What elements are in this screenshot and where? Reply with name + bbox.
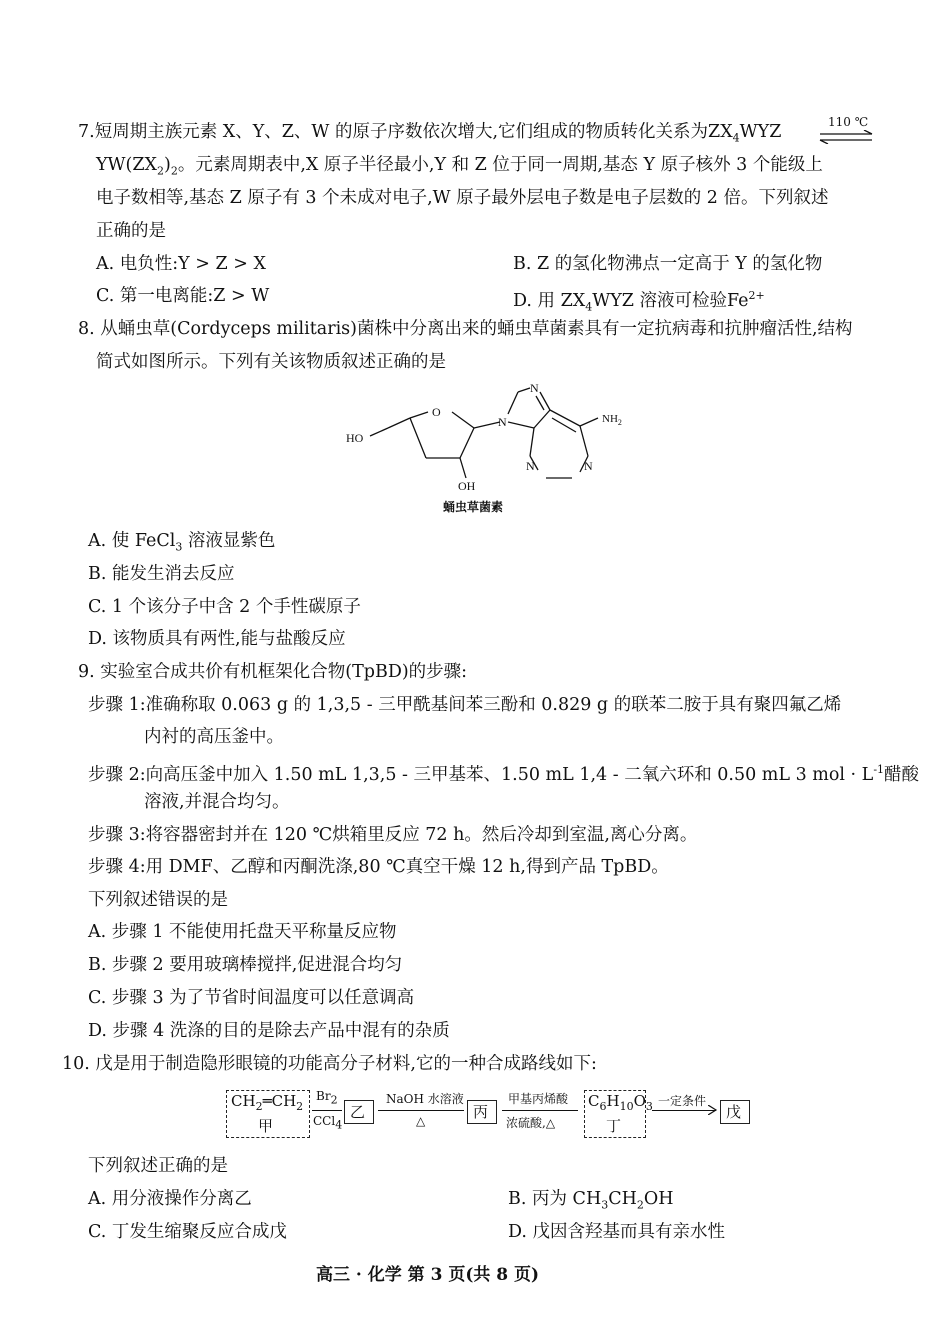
svg-text:N: N: [498, 415, 507, 429]
q7-condition: 110 ℃: [828, 115, 869, 129]
svg-text:OH: OH: [458, 479, 476, 493]
q8-stem-line2: 简式如图所示。下列有关该物质叙述正确的是: [96, 352, 446, 372]
arrow-4: [652, 1110, 716, 1111]
q8-stem-line1: 8. 从蛹虫草(Cordyceps militaris)菌株中分离出来的蛹虫草菌素具有一定抗病毒和抗肿瘤活性,结构: [78, 319, 853, 339]
arrow-3: [502, 1110, 578, 1111]
q10-option-c: C. 丁发生缩聚反应合成戊: [88, 1222, 287, 1242]
compound-jia-formula: $CH_2═CH_2$: [231, 1092, 304, 1113]
reagent-br2: $Br_2$: [316, 1089, 338, 1107]
q9-option-b: B. 步骤 2 要用玻璃棒搅拌,促进混合均匀: [88, 955, 403, 975]
svg-text:N: N: [530, 381, 539, 395]
q7-stem-line1: 7.短周期主族元素 X、Y、Z、W 的原子序数依次增大,它们组成的物质转化关系为$ZX_4WYZ$: [78, 122, 782, 145]
q9-option-a: A. 步骤 1 不能使用托盘天平称量反应物: [88, 922, 397, 942]
structure-caption: 蛹虫草菌素: [443, 500, 504, 514]
q9-option-d: D. 步骤 4 洗涤的目的是除去产品中混有的杂质: [88, 1021, 450, 1041]
q8-option-b: B. 能发生消去反应: [88, 564, 235, 584]
q10-option-b: B. 丙为 $CH_3CH_2OH$: [508, 1189, 674, 1212]
q7-stem-line4: 正确的是: [96, 221, 166, 241]
q10-option-d: D. 戊因含羟基而具有亲水性: [508, 1222, 726, 1242]
compound-ding-formula: $C_6H_{10}O_3$: [588, 1092, 653, 1113]
q9-option-c: C. 步骤 3 为了节省时间温度可以任意调高: [88, 988, 415, 1008]
q7-stem-line3: 电子数相等,基态 Z 原子有 3 个未成对电子,W 原子最外层电子数是电子层数的 2 倍。下列叙述: [96, 188, 829, 208]
compound-bing: 丙: [473, 1103, 489, 1121]
q10-ask: 下列叙述正确的是: [88, 1156, 228, 1176]
q7-option-b: B. Z 的氢化物沸点一定高于 Y 的氢化物: [513, 254, 823, 274]
arrow-1: [312, 1110, 342, 1111]
q9-step4: 步骤 4:用 DMF、乙醇和丙酮洗涤,80 ℃真空干燥 12 h,得到产品 TpBD。: [88, 857, 669, 877]
compound-jia-name: 甲: [258, 1117, 274, 1135]
equilibrium-arrow-icon: [818, 130, 874, 144]
compound-yi: 乙: [350, 1103, 366, 1121]
q7-option-d: D. 用 $ZX_4WYZ$ 溶液可检验$Fe^{2+}$: [513, 289, 765, 314]
reagent-methacrylic-acid: 甲基丙烯酸: [508, 1092, 569, 1106]
q8-option-d: D. 该物质具有两性,能与盐酸反应: [88, 629, 346, 649]
svg-text:N: N: [584, 459, 593, 473]
compound-wu: 戊: [726, 1103, 742, 1121]
arrow-2: [378, 1110, 464, 1111]
q7-option-a: A. 电负性:Y > Z > X: [96, 254, 266, 274]
condition-heat-1: △: [416, 1114, 426, 1128]
q9-ask: 下列叙述错误的是: [88, 890, 228, 910]
q7-option-c: C. 第一电离能:Z > W: [96, 286, 270, 306]
reagent-naoh: NaOH 水溶液: [386, 1092, 464, 1106]
q9-step3: 步骤 3:将容器密封并在 120 ℃烘箱里反应 72 h。然后冷却到室温,离心分离。: [88, 825, 698, 845]
page-footer: 高三 · 化学 第 3 页(共 8 页): [316, 1265, 540, 1285]
svg-text:NH2: $NH_2$: [602, 413, 622, 427]
q9-stem: 9. 实验室合成共价有机框架化合物(TpBD)的步骤:: [78, 662, 468, 682]
q9-step1-line2: 内衬的高压釜中。: [144, 727, 284, 747]
arrow-head-icon: [708, 1105, 718, 1115]
q9-step2-line2: 溶液,并混合均匀。: [144, 792, 290, 812]
compound-ding-name: 丁: [606, 1117, 622, 1135]
cordycepin-structure: [340, 378, 640, 518]
svg-text:N: N: [526, 459, 535, 473]
q8-option-c: C. 1 个该分子中含 2 个手性碳原子: [88, 597, 361, 617]
q7-stem-line2: $YW(ZX_2)_2$。元素周期表中,X 原子半径最小,Y 和 Z 位于同一周期,基态 Y 原子核外 3 个能级上: [96, 155, 823, 178]
reagent-ccl4: CCl$_4$: [313, 1114, 343, 1132]
q10-option-a: A. 用分液操作分离乙: [88, 1189, 252, 1209]
svg-text:O: O: [432, 405, 441, 419]
reagent-h2so4: 浓硫酸,△: [506, 1116, 556, 1130]
q9-step2-line1: 步骤 2:向高压釜中加入 1.50 mL 1,3,5 - 三甲基苯、1.50 mL 1,4 - 二氧六环和 0.50 mL 3 mol · $L^{-1}$醋酸: [88, 763, 920, 785]
q10-stem: 10. 戊是用于制造隐形眼镜的功能高分子材料,它的一种合成路线如下:: [62, 1054, 597, 1074]
q9-step1-line1: 步骤 1:准确称取 0.063 g 的 1,3,5 - 三甲酰基间苯三酚和 0.829 g 的联苯二胺于具有聚四氟乙烯: [88, 695, 842, 715]
condition-certain: 一定条件: [658, 1094, 707, 1108]
q8-option-a: A. 使 FeCl$_3$ 溶液显紫色: [88, 531, 276, 554]
svg-text:HO: HO: [346, 431, 364, 445]
